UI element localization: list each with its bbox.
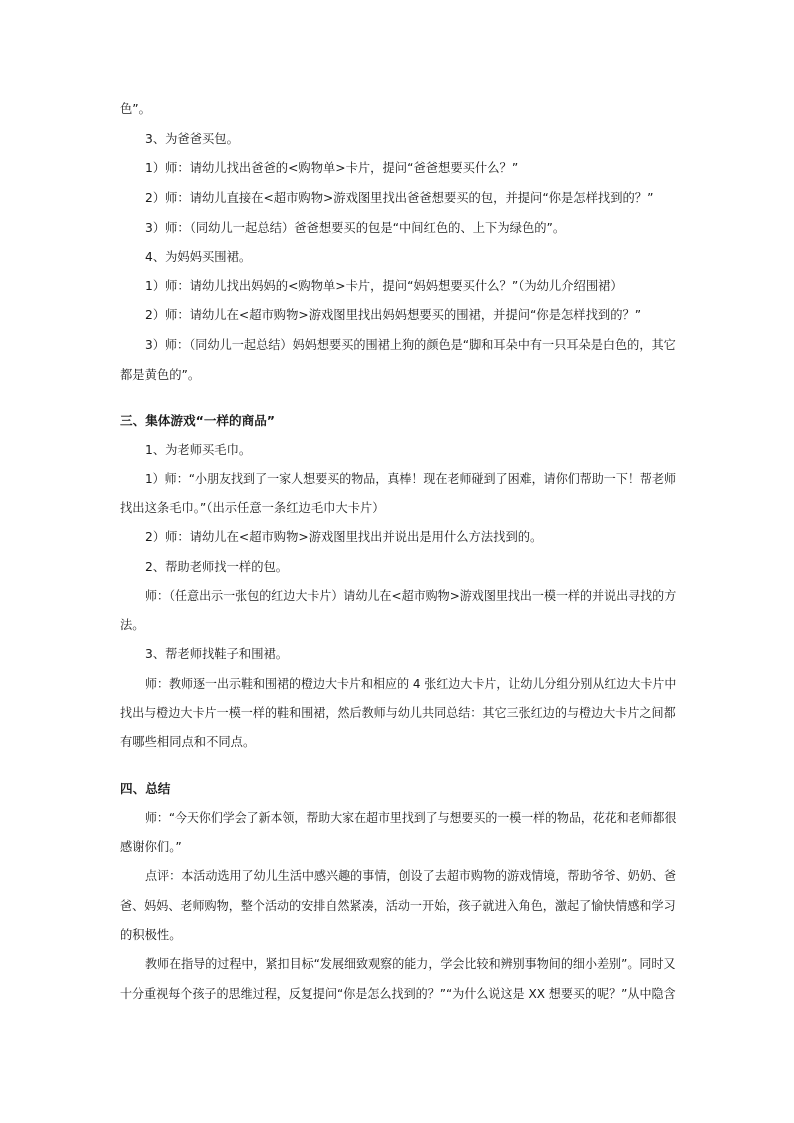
text-line: 2、帮助老师找一样的包。	[145, 560, 289, 574]
text-line: 都是黄色的”。	[120, 368, 201, 382]
text-line: 十分重视每个孩子的思维过程，反复提问“你是怎么找到的？”“为什么说这是 XX 想要买的呢？”从中隐含	[120, 987, 676, 1001]
text-line: 3）师：（同幼儿一起总结）爸爸想要买的包是“中间红色的、上下为绿色的”。	[145, 221, 566, 235]
text-line: 1）师：请幼儿找出爸爸的<购物单>卡片，提问“爸爸想要买什么？”	[145, 161, 519, 175]
text-line: 色”。	[120, 102, 151, 116]
text-line: 2）师：请幼儿在<超市购物>游戏图里找出并说出是用什么方法找到的。	[145, 530, 543, 544]
text-line: 1）师：“小朋友找到了一家人想要买的物品，真棒！现在老师碰到了困难，请你们帮助一下！帮老师	[145, 472, 676, 486]
text-line: 师：“今天你们学会了新本领，帮助大家在超市里找到了与想要买的一模一样的物品，花花和老师都很	[145, 811, 677, 825]
text-line: 找出这条毛巾。”（出示任意一条红边毛巾大卡片）	[120, 501, 385, 515]
text-line: 3）师：（同幼儿一起总结）妈妈想要买的围裙上狗的颜色是“脚和耳朵中有一只耳朵是白色的，其它	[145, 338, 676, 352]
text-line: 4、为妈妈买围裙。	[145, 250, 252, 264]
text-line: 2）师：请幼儿在<超市购物>游戏图里找出妈妈想要买的围裙，并提问“你是怎样找到的？”	[145, 308, 642, 322]
text-line: 有哪些相同点和不同点。	[120, 735, 256, 749]
text-line: 感谢你们。”	[120, 840, 182, 854]
section-heading: 三、集体游戏“一样的商品”	[120, 413, 276, 428]
text-line: 3、帮老师找鞋子和围裙。	[145, 647, 289, 661]
section-heading: 四、总结	[120, 781, 171, 796]
text-line: 爸、妈妈、老师购物，整个活动的安排自然紧凑，活动一开始，孩子就进入角色，激起了愉快情感和学习	[120, 899, 676, 913]
text-line: 的积极性。	[120, 928, 182, 942]
text-line: 师：教师逐一出示鞋和围裙的橙边大卡片和相应的 4 张红边大卡片，让幼儿分组分别从红边大卡片中	[145, 677, 677, 691]
text-line: 找出与橙边大卡片一模一样的鞋和围裙，然后教师与幼儿共同总结：其它三张红边的与橙边大卡片之间都	[120, 706, 676, 720]
text-line: 1、为老师买毛巾。	[145, 443, 252, 457]
text-line: 3、为爸爸买包。	[145, 132, 239, 146]
text-line: 师：（任意出示一张包的红边大卡片）请幼儿在<超市购物>游戏图里找出一模一样的并说出寻找的方	[145, 589, 677, 603]
text-line: 1）师：请幼儿找出妈妈的<购物单>卡片，提问“妈妈想要买什么？”（为幼儿介绍围裙）	[145, 279, 623, 293]
text-line: 法。	[120, 618, 145, 632]
text-line: 教师在指导的过程中，紧扣目标“发展细致观察的能力，学会比较和辨别事物间的细小差别”。同时又	[145, 957, 676, 971]
text-line: 2）师：请幼儿直接在<超市购物>游戏图里找出爸爸想要买的包，并提问“你是怎样找到的？”	[145, 191, 654, 205]
text-line: 点评：本活动选用了幼儿生活中感兴趣的事情，创设了去超市购物的游戏情境，帮助爷爷、奶奶、爸	[145, 869, 677, 883]
